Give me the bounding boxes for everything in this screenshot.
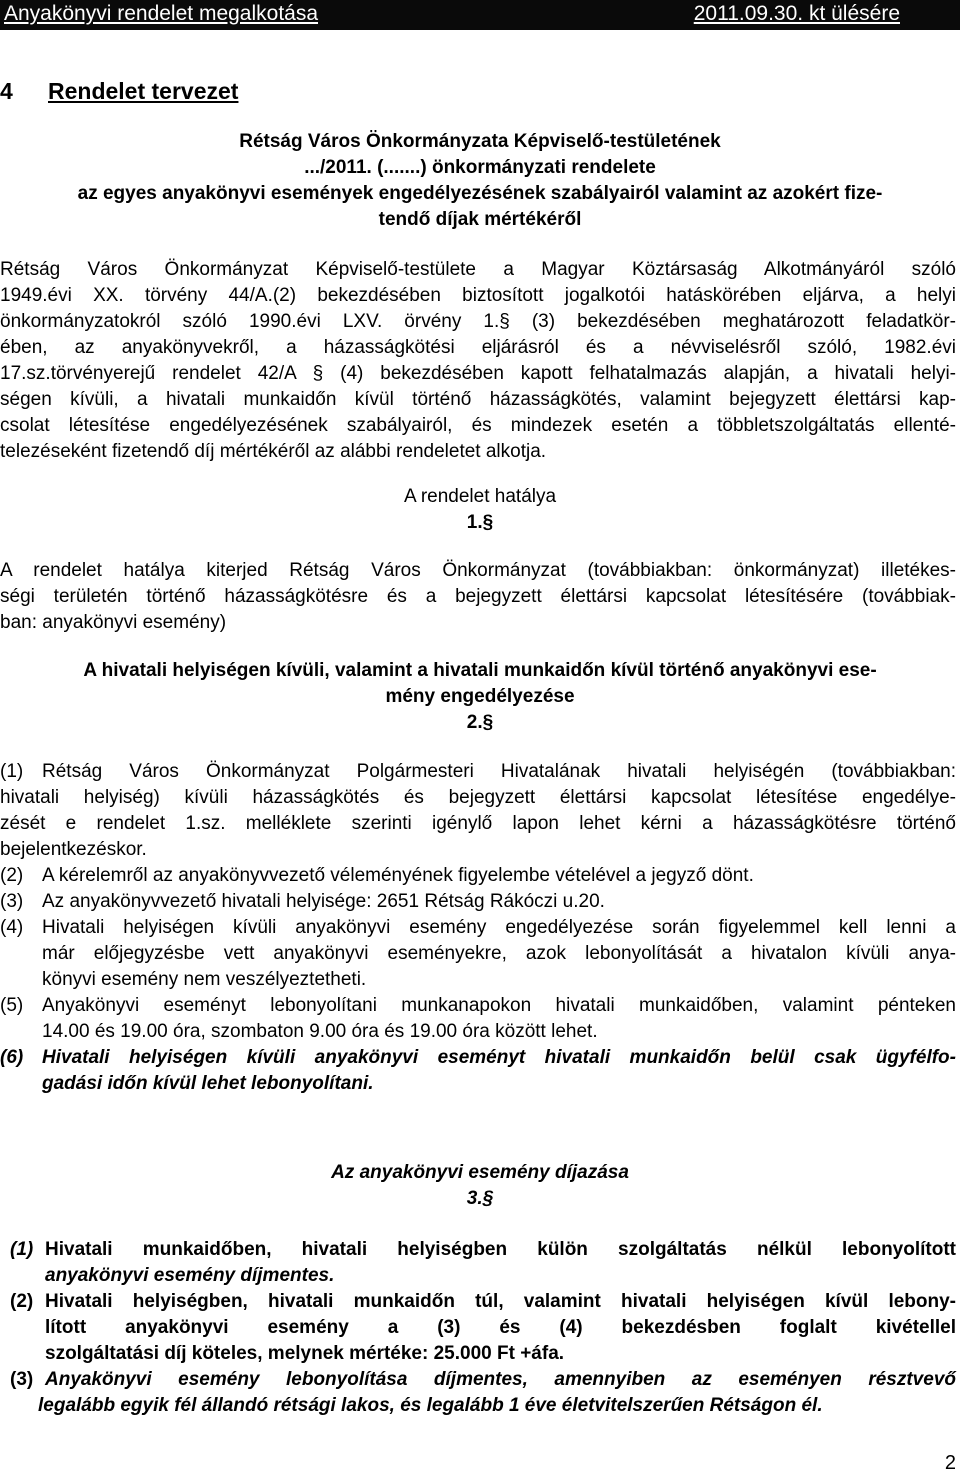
item-number: (2) [0, 865, 24, 886]
item-line: Az anyakönyvvezető hivatali helyisége: 2651 Rétság Rákóczi u.20. [42, 891, 605, 912]
section-title-text: Rendelet tervezet [48, 78, 239, 104]
item-line: szolgáltatási díj köteles, melynek mértéke: 25.000 Ft +áfa. [45, 1343, 565, 1364]
title-line-2: .../2011. (.......) önkormányzati rendelete [304, 157, 656, 178]
s3-number: 3.§ [466, 1188, 494, 1209]
s1-line: ban: anyakönyvi esemény) [0, 612, 227, 633]
item-number: (3) [0, 891, 24, 912]
item-number: (1) [0, 761, 24, 782]
item-line: Hivatali helyiségen kívüli anyakönyvi esemény engedélyezése során figyelemmel kell lenni a [42, 917, 956, 938]
title-line-3: az egyes anyakönyvi események engedélyezésének szabályairól valamint az azokért fize- [77, 183, 883, 204]
preamble-line: Rétság Város Önkormányzat Képviselő-testülete a Magyar Köztársaság Alkotmányáról szóló [0, 259, 956, 280]
preamble-line: telezéseként fizetendő díj mértékéről az alábbi rendeletet alkotja. [0, 441, 547, 462]
item-line: anyakönyvi esemény díjmentes. [45, 1265, 335, 1286]
s2-number: 2.§ [466, 712, 494, 733]
item-number: (4) [0, 917, 24, 938]
item-line: Hivatali helyiségen kívüli anyakönyvi eseményt hivatali munkaidőn belül csak ügyfélfo- [42, 1047, 956, 1068]
item-number: (1) [10, 1239, 34, 1260]
header-date: 2011.09.30. kt ülésére [693, 2, 900, 25]
item-line: hivatali helyiség) kívüli házasságkötés és bejegyzett élettársi kapcsolat létesítése engedélye- [0, 787, 956, 808]
item-line: A kérelemről az anyakönyvvezető véleményének figyelembe vételével a jegyző dönt. [42, 865, 754, 886]
item-line: Hivatali munkaidőben, hivatali helyiségben külön szolgáltatás nélkül lebonyolított [45, 1239, 956, 1260]
item-line: lított anyakönyvi esemény a (3) és (4) bekezdésben foglalt kivétellel [45, 1317, 956, 1338]
preamble-line: ségen kívüli, a hivatali munkaidőn kívül történő házasságkötés, valamint bejegyzett élettársi kap- [0, 389, 956, 410]
item-line: zését e rendelet 1.sz. melléklete szerinti igénylő lapon lehet kérni a házasságkötésre történő [0, 813, 956, 834]
s1-number: 1.§ [466, 512, 494, 533]
item-line: gadási időn kívül lehet lebonyolítani. [42, 1073, 374, 1094]
item-line: Rétság Város Önkormányzat Polgármesteri Hivatalának hivatali helyiségén (továbbiakban: [42, 761, 956, 782]
preamble-line: ében, az anyakönyvekről, a házasságkötési eljárásról és a névviselésről szóló, 1982.évi [0, 337, 956, 358]
header-title: Anyakönyvi rendelet megalkotása [4, 2, 319, 25]
s3-heading: Az anyakönyvi esemény díjazása [331, 1162, 629, 1183]
s1-line: ségi területén történő házasságkötésre és a bejegyzett élettársi kapcsolat létesítésére (továbbiak- [0, 586, 956, 607]
title-line-4: tendő díjak mértékéről [378, 209, 582, 230]
page-number: 2 [944, 1452, 956, 1474]
item-line: bejelentkezéskor. [0, 839, 147, 860]
item-line: 14.00 és 19.00 óra, szombaton 9.00 óra és 19.00 óra között lehet. [42, 1021, 598, 1042]
item-number: (3) [10, 1369, 34, 1390]
s2-heading-1: A hivatali helyiségen kívüli, valamint a hivatali munkaidőn kívül történő anyakönyvi ese- [83, 660, 877, 681]
item-line: Anyakönyvi esemény lebonyolítása díjmentes, amennyiben az eseményen résztvevő [45, 1369, 956, 1390]
preamble-line: csolat létesítése engedélyezésének szabályairól, és mindezek esetén a többletszolgáltatás ellenté- [0, 415, 956, 436]
preamble-line: 1949.évi XX. törvény 44/A.(2) bekezdésében biztosított jogalkotói hatáskörében eljárva, a helyi [0, 285, 956, 306]
preamble-line: 17.sz.törvényerejű rendelet 42/A § (4) bekezdésében kapott felhatalmazás alapján, a hivatali helyi- [0, 363, 956, 384]
preamble-line: önkormányzatokról szóló 1990.évi LXV. örvény 1.§ (3) bekezdésében meghatározott feladatkör- [0, 311, 956, 332]
page-header [0, 0, 960, 30]
item-line: könyvi esemény nem veszélyeztetheti. [42, 969, 367, 990]
item-line: legalább egyik fél állandó rétsági lakos, és legalább 1 éve életvitelszerűen Rétságon él. [38, 1395, 823, 1416]
item-number: (6) [0, 1047, 24, 1068]
item-line: már előjegyzésbe vett anyakönyvi eseményekre, azok lebonyolítását a hivatalon kívüli anya- [42, 943, 956, 964]
s1-line: A rendelet hatálya kiterjed Rétság Város Önkormányzat (továbbiakban: önkormányzat) illetékes- [0, 560, 956, 581]
item-line: Anyakönyvi eseményt lebonyolítani munkanapokon hivatali munkaidőben, valamint pénteken [42, 995, 956, 1016]
section-number: 4 [0, 78, 13, 104]
item-number: (2) [10, 1291, 34, 1312]
item-number: (5) [0, 995, 24, 1016]
s2-heading-2: mény engedélyezése [385, 686, 575, 707]
title-line-1: Rétság Város Önkormányzata Képviselő-testületének [239, 131, 721, 152]
item-line: Hivatali helyiségben, hivatali munkaidőn túl, valamint hivatali helyiségen kívül lebony- [45, 1291, 956, 1312]
s1-heading: A rendelet hatálya [403, 486, 557, 507]
